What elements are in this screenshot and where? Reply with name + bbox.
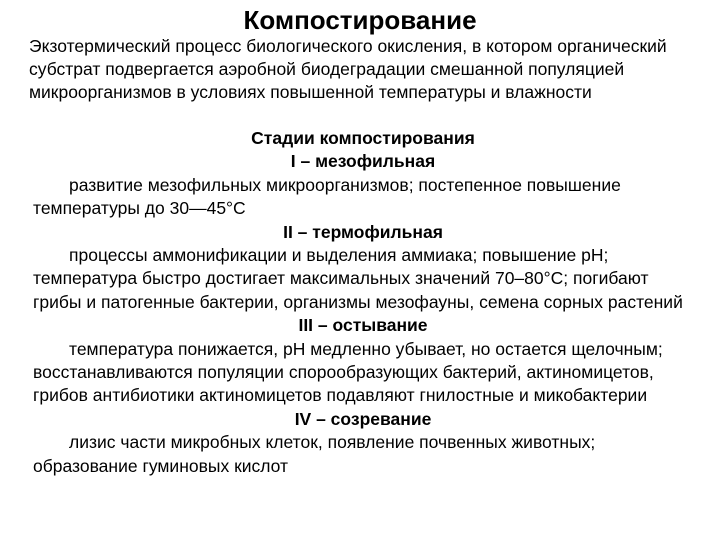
stage-3-description: температура понижается, рН медленно убывает, но остается щелочным; восстанавливаются популяции спорообразующих бактерий, актиномицетов, грибов антибиотики актиномицетов подавляют гнилостные и микобактерии xyxy=(33,338,663,406)
stage-4-description: лизис части микробных клеток, появление почвенных животных; образование гуминовых кислот xyxy=(33,432,596,476)
intro-definition: Экзотермический процесс биологического окисления, в котором органический субстрат подвергается аэробной биодеградации смешанной популяцией микроорганизмов в условиях повышенной температуры и влажности xyxy=(29,36,667,102)
stage-2-description: процессы аммонификации и выделения аммиака; повышение рН; температура быстро достигает максимальных значений 70–80°С; погибают грибы и патогенные бактерии, организмы мезофауны, семена сорных растений xyxy=(33,245,683,312)
stage-2-heading: II – термофильная xyxy=(283,221,443,242)
page-title: Компостирование xyxy=(243,5,477,35)
stage-1-description: развитие мезофильных микроорганизмов; постепенное повышение температуры до 30—45°С xyxy=(33,174,621,219)
stages-section xyxy=(33,127,693,478)
stages-heading: Стадии компостирования xyxy=(251,128,475,148)
stage-1-heading: I – мезофильная xyxy=(290,151,436,172)
stage-4-heading: IV – созревание xyxy=(294,408,432,429)
stage-3-heading: III – остывание xyxy=(298,315,428,336)
